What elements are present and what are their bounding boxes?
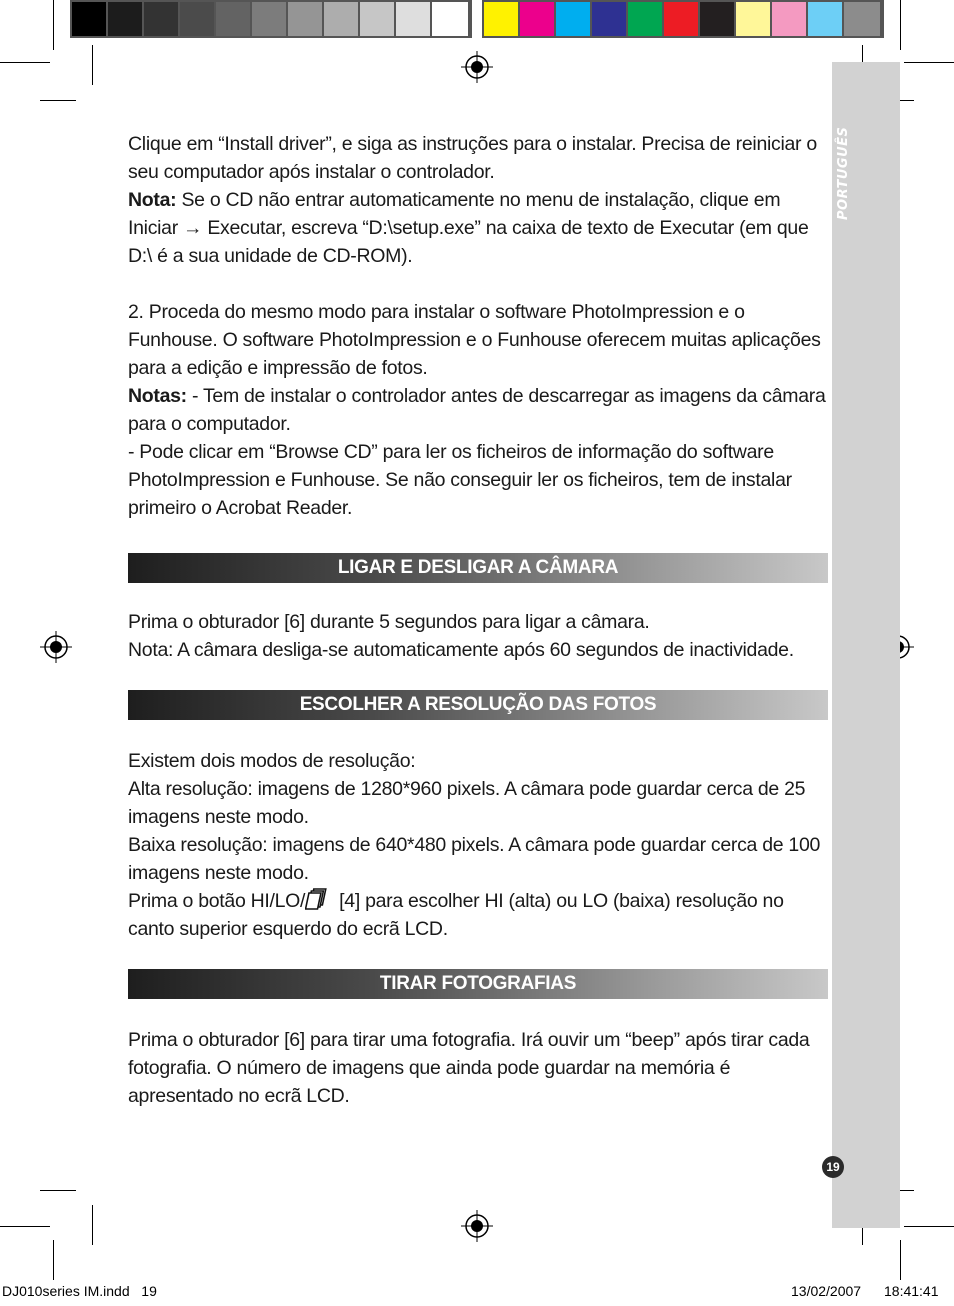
crop-mark: [0, 62, 50, 63]
low-resolution-paragraph: Baixa resolução: imagens de 640*480 pixels. A câmara pode guardar cerca de 100 imagens neste modo.: [128, 834, 821, 884]
color-swatch: [664, 2, 700, 36]
color-swatch: [144, 2, 180, 36]
grayscale-calibration-bar: [70, 0, 472, 38]
color-swatch: [484, 2, 520, 36]
notes-text: - Tem de instalar o controlador antes de descarregar as imagens da câmara para o computador.: [128, 385, 826, 435]
take-photo-paragraph: Prima o obturador [6] para tirar uma fotografia. Irá ouvir um “beep” após tirar cada fotografia. O número de imagens que ainda pode guardar na memória é apresentado no ecrã LCD.: [128, 1029, 810, 1107]
footer-time: 18:41:41: [884, 1283, 939, 1299]
main-content: [128, 130, 828, 1110]
color-swatch: [324, 2, 360, 36]
color-swatch: [72, 2, 108, 36]
color-swatch: [628, 2, 664, 36]
registration-mark-icon: [40, 631, 72, 663]
footer-filename: DJ010series IM.indd 19: [2, 1283, 157, 1299]
color-swatch: [252, 2, 288, 36]
notes-paragraph: [128, 382, 828, 438]
color-swatch: [520, 2, 556, 36]
crop-mark: [53, 0, 54, 50]
browse-cd-paragraph: - Pode clicar em “Browse CD” para ler os ficheiros de informação do software PhotoImpression e Funhouse. Se não conseguir ler os ficheiros, tem de instalar primeiro o Acrobat Reader.: [128, 441, 792, 519]
crop-mark: [92, 45, 93, 85]
crop-mark: [0, 1226, 50, 1227]
registration-mark-icon: [461, 51, 493, 83]
note-text: Se o CD não entrar automaticamente no menu de instalação, clique em Iniciar → Executar, escreva “D:\setup.exe” na caixa de texto de Executar (em que D:\ é a sua unidade de CD-ROM).: [128, 189, 809, 267]
resolution-modes-paragraph: Existem dois modos de resolução:: [128, 750, 416, 772]
page-number: 19: [822, 1156, 844, 1178]
registration-mark-icon: [461, 1210, 493, 1242]
section-heading-take-photos: TIRAR FOTOGRAFIAS: [128, 969, 828, 999]
crop-mark: [900, 1240, 901, 1280]
color-swatch: [592, 2, 628, 36]
hilo-text-start: Prima o botão HI/LO/: [128, 890, 306, 912]
color-swatch: [396, 2, 432, 36]
auto-off-paragraph: Nota: A câmara desliga-se automaticamente após 60 segundos de inactividade.: [128, 639, 794, 661]
color-swatch: [556, 2, 592, 36]
power-on-paragraph: Prima o obturador [6] durante 5 segundos para ligar a câmara.: [128, 611, 650, 633]
image-stack-icon: [305, 888, 331, 910]
color-swatch: [216, 2, 252, 36]
crop-mark: [904, 62, 954, 63]
section-heading-power: LIGAR E DESLIGAR A CÂMARA: [128, 553, 828, 583]
color-swatch: [772, 2, 808, 36]
high-resolution-paragraph: Alta resolução: imagens de 1280*960 pixels. A câmara pode guardar cerca de 25 imagens neste modo.: [128, 778, 806, 828]
crop-mark: [904, 1226, 954, 1227]
color-swatch: [808, 2, 844, 36]
color-swatch: [844, 2, 880, 36]
color-swatch: [180, 2, 216, 36]
language-sidebar: [832, 62, 900, 1228]
color-swatch: [108, 2, 144, 36]
note-label: Nota:: [128, 189, 177, 211]
language-label: PORTUGUÊS: [836, 126, 851, 220]
notes-label: Notas:: [128, 385, 187, 407]
note-paragraph: [128, 186, 828, 270]
install-software-paragraph: 2. Proceda do mesmo modo para instalar o software PhotoImpression e o Funhouse. O software PhotoImpression e o Funhouse oferecem muitas aplicações para a edição e impressão de fotos.: [128, 301, 821, 379]
color-swatch: [432, 2, 468, 36]
color-swatch: [288, 2, 324, 36]
hilo-text-end: [4] para escolher HI (alta) ou LO (baixa) resolução no canto superior esquerdo do ecrã LCD.: [128, 890, 784, 940]
intro-paragraph: Clique em “Install driver”, e siga as instruções para o instalar. Precisa de reiniciar o seu computador após instalar o controlador.: [128, 133, 817, 183]
crop-mark: [900, 0, 901, 50]
color-calibration-bar: [482, 0, 884, 38]
color-swatch: [360, 2, 396, 36]
color-swatch: [736, 2, 772, 36]
crop-mark: [40, 100, 76, 101]
section-heading-resolution: ESCOLHER A RESOLUÇÃO DAS FOTOS: [128, 690, 828, 720]
hilo-button-paragraph: [128, 887, 828, 943]
crop-mark: [40, 1190, 76, 1191]
crop-mark: [53, 1240, 54, 1280]
crop-mark: [92, 1205, 93, 1245]
footer-date: 13/02/2007: [791, 1283, 862, 1299]
color-swatch: [700, 2, 736, 36]
